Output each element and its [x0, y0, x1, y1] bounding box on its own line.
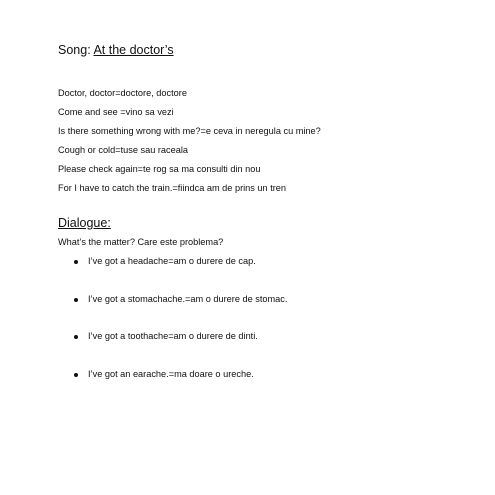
song-line: Please check again=te rog sa ma consulti din nou: [58, 164, 261, 174]
song-line: Cough or cold=tuse sau raceala: [58, 145, 188, 155]
bullet-icon: [74, 373, 78, 377]
list-item-text: I’ve got a toothache=am o durere de dinti.: [88, 331, 258, 341]
song-line: Doctor, doctor=doctore, doctore: [58, 88, 187, 98]
bullet-icon: [74, 260, 78, 264]
song-label: Song:: [58, 43, 94, 57]
song-line: Is there something wrong with me?=e ceva in neregula cu mine?: [58, 126, 321, 136]
dialogue-list: [74, 256, 287, 406]
song-line: For I have to catch the train.=fiindca am de prins un tren: [58, 183, 287, 193]
list-item: [74, 294, 287, 332]
dialogue-heading: Dialogue:: [58, 216, 111, 230]
list-item: [74, 369, 287, 407]
list-item-text: I’ve got a headache=am o durere de cap.: [88, 256, 256, 266]
list-item: [74, 256, 287, 294]
list-item: [74, 331, 287, 369]
bullet-icon: [74, 335, 78, 339]
list-item-text: I’ve got an earache.=ma doare o ureche.: [88, 368, 254, 379]
bullet-icon: [74, 298, 78, 302]
song-heading: [58, 43, 174, 57]
song-title: At the doctor’s: [93, 43, 174, 57]
song-lyrics: [58, 84, 321, 198]
list-item-text: I’ve got a stomachache.=am o durere de stomac.: [88, 293, 288, 304]
dialogue-question: What’s the matter? Care este problema?: [58, 237, 224, 247]
song-line: Come and see =vino sa vezi: [58, 107, 174, 117]
